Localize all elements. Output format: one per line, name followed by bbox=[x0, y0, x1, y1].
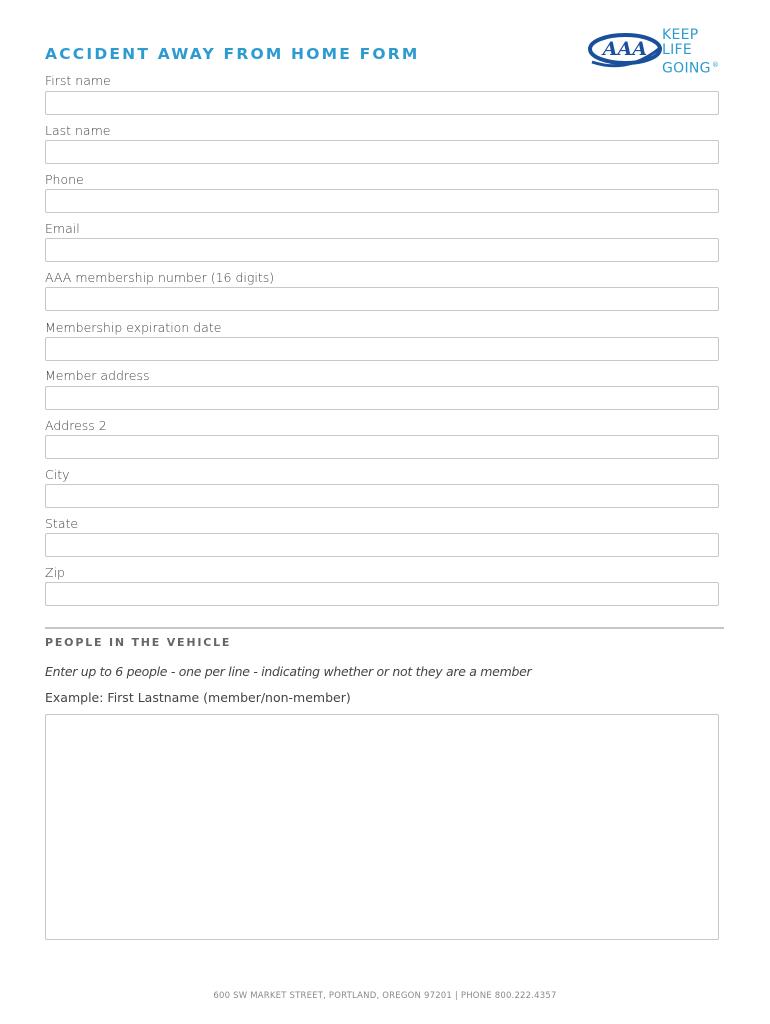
logo-tagline-line2: LIFE bbox=[662, 42, 693, 58]
phone-input[interactable] bbox=[45, 189, 719, 213]
last-name-input[interactable] bbox=[45, 140, 719, 164]
section-divider bbox=[45, 627, 724, 629]
zip-label: Zip bbox=[45, 565, 65, 580]
phone-label: Phone bbox=[45, 172, 84, 187]
form-title: ACCIDENT AWAY FROM HOME FORM bbox=[45, 45, 420, 63]
state-input[interactable] bbox=[45, 533, 719, 557]
people-section-heading: PEOPLE IN THE VEHICLE bbox=[45, 636, 232, 649]
people-textarea[interactable] bbox=[45, 714, 719, 940]
zip-input[interactable] bbox=[45, 582, 719, 606]
city-label: City bbox=[45, 467, 70, 482]
member-address-label: Member address bbox=[45, 368, 150, 383]
member-address-input[interactable] bbox=[45, 386, 719, 410]
expiration-date-label: Membership expiration date bbox=[45, 320, 222, 335]
people-instructions: Enter up to 6 people - one per line - indicating whether or not they are a member bbox=[45, 664, 532, 679]
address-2-label: Address 2 bbox=[45, 418, 107, 433]
email-label: Email bbox=[45, 221, 80, 236]
svg-text:AAA: AAA bbox=[602, 38, 648, 60]
address-2-input[interactable] bbox=[45, 435, 719, 459]
last-name-label: Last name bbox=[45, 123, 111, 138]
logo-tagline-line3: GOING bbox=[662, 60, 711, 77]
membership-number-input[interactable] bbox=[45, 287, 719, 311]
footer-address: 600 SW MARKET STREET, PORTLAND, OREGON 97201 | PHONE 800.222.4357 bbox=[213, 991, 557, 1001]
registered-mark: ® bbox=[711, 61, 720, 69]
first-name-label: First name bbox=[45, 73, 111, 88]
city-input[interactable] bbox=[45, 484, 719, 508]
expiration-date-input[interactable] bbox=[45, 337, 719, 361]
first-name-input[interactable] bbox=[45, 91, 719, 115]
state-label: State bbox=[45, 516, 79, 531]
people-example: Example: First Lastname (member/non-member) bbox=[45, 690, 351, 705]
logo-tagline bbox=[662, 28, 719, 77]
logo-tagline-line1: KEEP bbox=[662, 27, 699, 43]
membership-number-label: AAA membership number (16 digits) bbox=[45, 270, 275, 285]
email-input[interactable] bbox=[45, 238, 719, 262]
